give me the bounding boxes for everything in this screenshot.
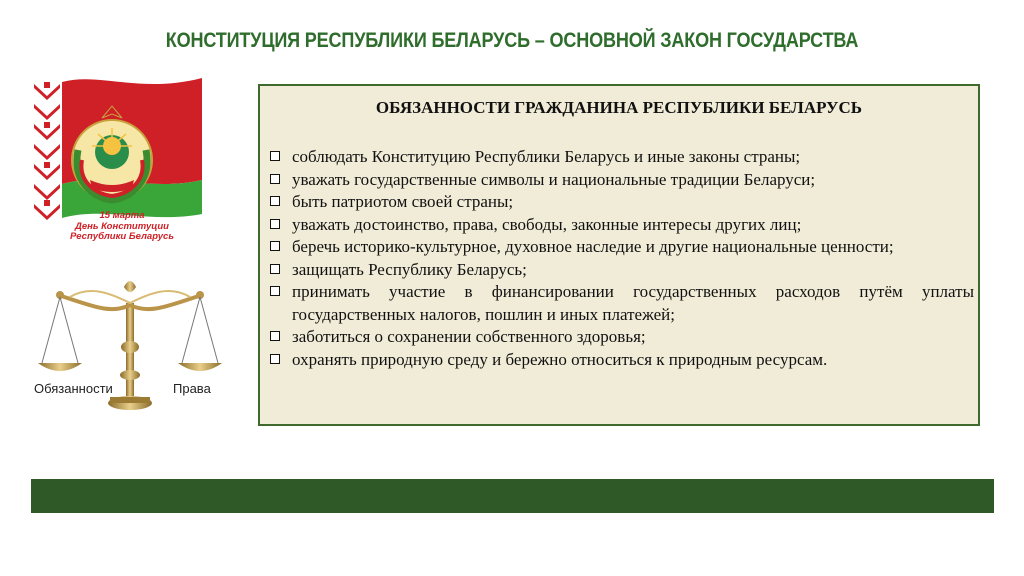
list-item: уважать достоинство, права, свободы, законные интересы других лиц; [270, 214, 974, 237]
checkbox-bullet-icon [270, 151, 280, 161]
list-item: защищать Республику Беларусь; [270, 259, 974, 282]
duties-list [270, 146, 974, 371]
footer-bar [31, 479, 994, 513]
constitution-day-caption [62, 211, 182, 243]
checkbox-bullet-icon [270, 286, 280, 296]
list-item: беречь историко-культурное, духовное наследие и другие национальные ценности; [270, 236, 974, 259]
list-item: принимать участие в финансировании государственных расходов путём уплаты государственных налогов, пошлин и иных платежей; [270, 281, 974, 326]
duties-panel [258, 84, 980, 426]
checkbox-bullet-icon [270, 264, 280, 274]
duties-title: ОБЯЗАННОСТИ ГРАЖДАНИНА РЕСПУБЛИКИ БЕЛАРУСЬ [375, 98, 863, 117]
checkbox-bullet-icon [270, 196, 280, 206]
scales-icon [30, 275, 230, 420]
checkbox-bullet-icon [270, 174, 280, 184]
list-item: уважать государственные символы и национальные традиции Беларуси; [270, 169, 974, 192]
checkbox-bullet-icon [270, 331, 280, 341]
rights-label: Права [173, 381, 211, 396]
checkbox-bullet-icon [270, 354, 280, 364]
caption-line2: День Конституции [75, 220, 169, 232]
checkbox-bullet-icon [270, 241, 280, 251]
list-item: заботиться о сохранении собственного здоровья; [270, 326, 974, 349]
list-item: быть патриотом своей страны; [270, 191, 974, 214]
list-item: охранять природную среду и бережно относиться к природным ресурсам. [270, 349, 974, 372]
caption-line3: Республики Беларусь [70, 231, 174, 242]
list-item: соблюдать Конституцию Республики Беларусь и иные законы страны; [270, 146, 974, 169]
checkbox-bullet-icon [270, 219, 280, 229]
duties-label: Обязанности [34, 381, 113, 396]
caption-date: 15 марта [99, 210, 145, 221]
page-title: КОНСТИТУЦИЯ РЕСПУБЛИКИ БЕЛАРУСЬ – ОСНОВНОЙ ЗАКОН ГОСУДАРСТВА [165, 29, 859, 52]
